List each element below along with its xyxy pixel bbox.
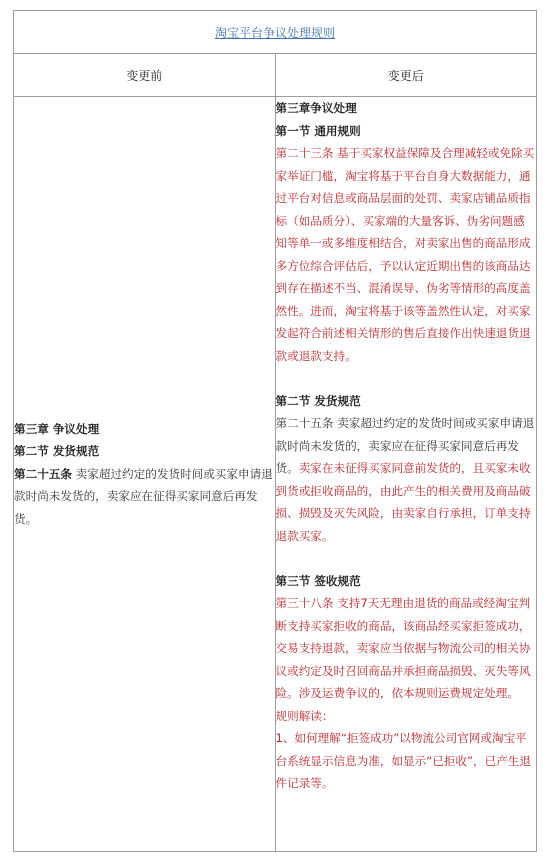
after-section-receipt: 第三节 签收规范 — [275, 573, 361, 588]
header-before: 变更前 — [14, 54, 276, 97]
spacer — [276, 547, 537, 570]
after-section-shipping: 第二节 发货规范 — [275, 393, 361, 408]
after-section-general: 第一节 通用规则 — [275, 123, 361, 138]
before-article-text: 卖家超过约定的发货时间或买家申请退款时尚未发货的，卖家应在征得买家同意后再发货。 — [14, 466, 273, 526]
before-section: 第二节 发货规范 — [14, 444, 100, 459]
before-article-label: 第二十五条 — [14, 466, 72, 481]
before-content — [14, 418, 275, 531]
interpretation-label: 规则解读： — [275, 708, 334, 723]
after-article-25-added: 卖家在未征得买家同意前发货的，且买家未收到货或拒收商品的，由此产生的相关费用及商品破损、损毁及灭失风险，由卖家自行承担，订单支持退款买家。 — [275, 461, 531, 543]
header-row — [14, 54, 537, 97]
after-content — [276, 97, 537, 795]
after-article-23: 第二十三条 基于买家权益保障及合理减轻或免除买家举证门槛，淘宝将基于平台自身大数据能力，通过平台对信息或商品层面的处罚、卖家店铺品质指标（如品质分）、买家端的大量客诉、伪劣问题感知等单一或多维度相结合，对卖家出售的商品形成多方位综合评估后，予以认定近期出售的该商品达到存在描述不当、混淆误导、伪劣等情形的高度盖然性。进而，淘宝将基于该等盖然性认定，对买家发起符合前述相关情形的售后直接作出快速退货退款或退款支持。 — [275, 146, 535, 363]
interpretation-item-1: 1、如何理解“拒签成功”以物流公司官网或淘宝平台系统显示信息为准，如显示“已拒收”，已产生退件记录等。 — [275, 731, 531, 790]
spacer — [276, 367, 537, 390]
header-after: 变更后 — [275, 54, 537, 97]
after-article-25-unchanged: 第二十五条 卖家超过约定的发货时间或买家申请退款时尚未发货的，卖家应在征得买家同意后再发货。 — [275, 416, 535, 475]
after-chapter: 第三章争议处理 — [275, 101, 357, 115]
after-article-25 — [276, 412, 537, 547]
before-chapter: 第三章 争议处理 — [14, 421, 100, 436]
title-cell — [14, 11, 537, 54]
rule-comparison-table — [13, 10, 537, 852]
before-column — [14, 97, 276, 852]
before-article — [14, 463, 275, 531]
rule-title-link[interactable]: 淘宝平台争议处理规则 — [214, 25, 335, 40]
after-column — [275, 97, 537, 852]
content-row — [14, 97, 537, 852]
title-row — [14, 11, 537, 54]
after-article-38: 第三十八条 支持7天无理由退货的商品或经淘宝判断支持买家拒收的商品，该商品经买家拒签成功，交易支持退款，卖家应当依据与物流公司的相关协议或约定及时召回商品并承担商品损毁、灭失等风险。涉及运费争议的，依本规则运费规定处理。 — [275, 596, 531, 700]
